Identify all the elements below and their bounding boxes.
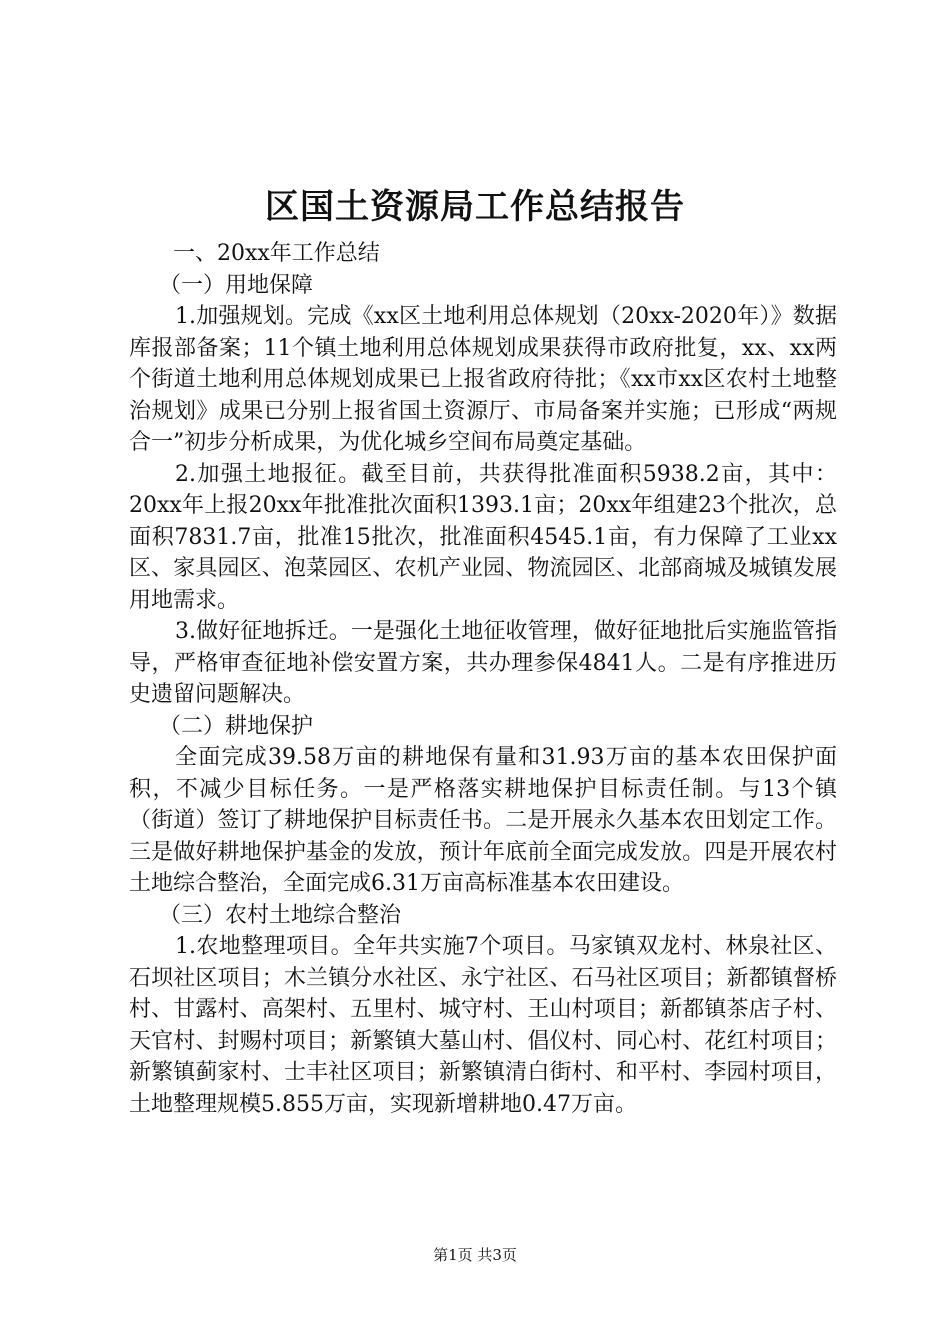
paragraph-farmland-projects: 1.农地整理项目。全年共实施7个项目。马家镇双龙村、林泉社区、石坝社区项目；木兰镇分水社区、永宁社区、石马社区项目；新都镇督桥村、甘露村、高架村、五里村、城守村、王山村项目；新都镇茶店子村、天官村、封赐村项目；新繁镇大墓山村、倡仪村、同心村、花红村项目；新繁镇蓟家村、士丰社区项目；新繁镇清白街村、和平村、李园村项目，土地整理规模5.855万亩，实现新增耕地0.47万亩。 [129, 934, 837, 1117]
paragraph-land-requisition: 3.做好征地拆迁。一是强化土地征收管理，做好征地批后实施监管指导，严格审查征地补偿安置方案，共办理参保4841人。二是有序推进历史遗留问题解决。 [129, 619, 837, 707]
page-footer: 第1页 共3页 [433, 1246, 517, 1264]
subsection-heading-farmland: （二）耕地保护 [159, 713, 314, 739]
subsection-heading-land-use: （一）用地保障 [159, 272, 314, 298]
paragraph-planning: 1.加强规划。完成《xx区土地利用总体规划（20xx-2020年）》数据库报部备案；11个镇土地利用总体规划成果获得市政府批复，xx、xx两个街道土地利用总体规划成果已上报省政府待批；《xx市xx区农村土地整治规划》成果已分别上报省国土资源厅、市局备案并实施；已形成“两规合一”初步分析成果，为优化城乡空间布局奠定基础。 [129, 304, 837, 455]
paragraph-land-approval: 2.加强土地报征。截至目前，共获得批准面积5938.2亩，其中：20xx年上报20xx年批准批次面积1393.1亩；20xx年组建23个批次，总面积7831.7亩，批准15批次，批准面积4545.1亩，有力保障了工业xx区、家具园区、泡菜园区、农机产业园、物流园区、北部商城及城镇发展用地需求。 [129, 461, 837, 613]
document-body [129, 238, 837, 1120]
subsection-heading-rural-land: （三）农村土地综合整治 [159, 902, 402, 928]
paragraph-farmland-protection: 全面完成39.58万亩的耕地保有量和31.93万亩的基本农田保护面积，不减少目标任务。一是严格落实耕地保护目标责任制。与13个镇（街道）签订了耕地保护目标责任书。二是开展永久基本农田划定工作。三是做好耕地保护基金的发放，预计年底前全面完成发放。四是开展农村土地综合整治，全面完成6.31万亩高标准基本农田建设。 [129, 745, 837, 896]
section-heading-1: 一、20xx年工作总结 [173, 241, 380, 266]
document-title: 区国土资源局工作总结报告 [265, 187, 685, 227]
